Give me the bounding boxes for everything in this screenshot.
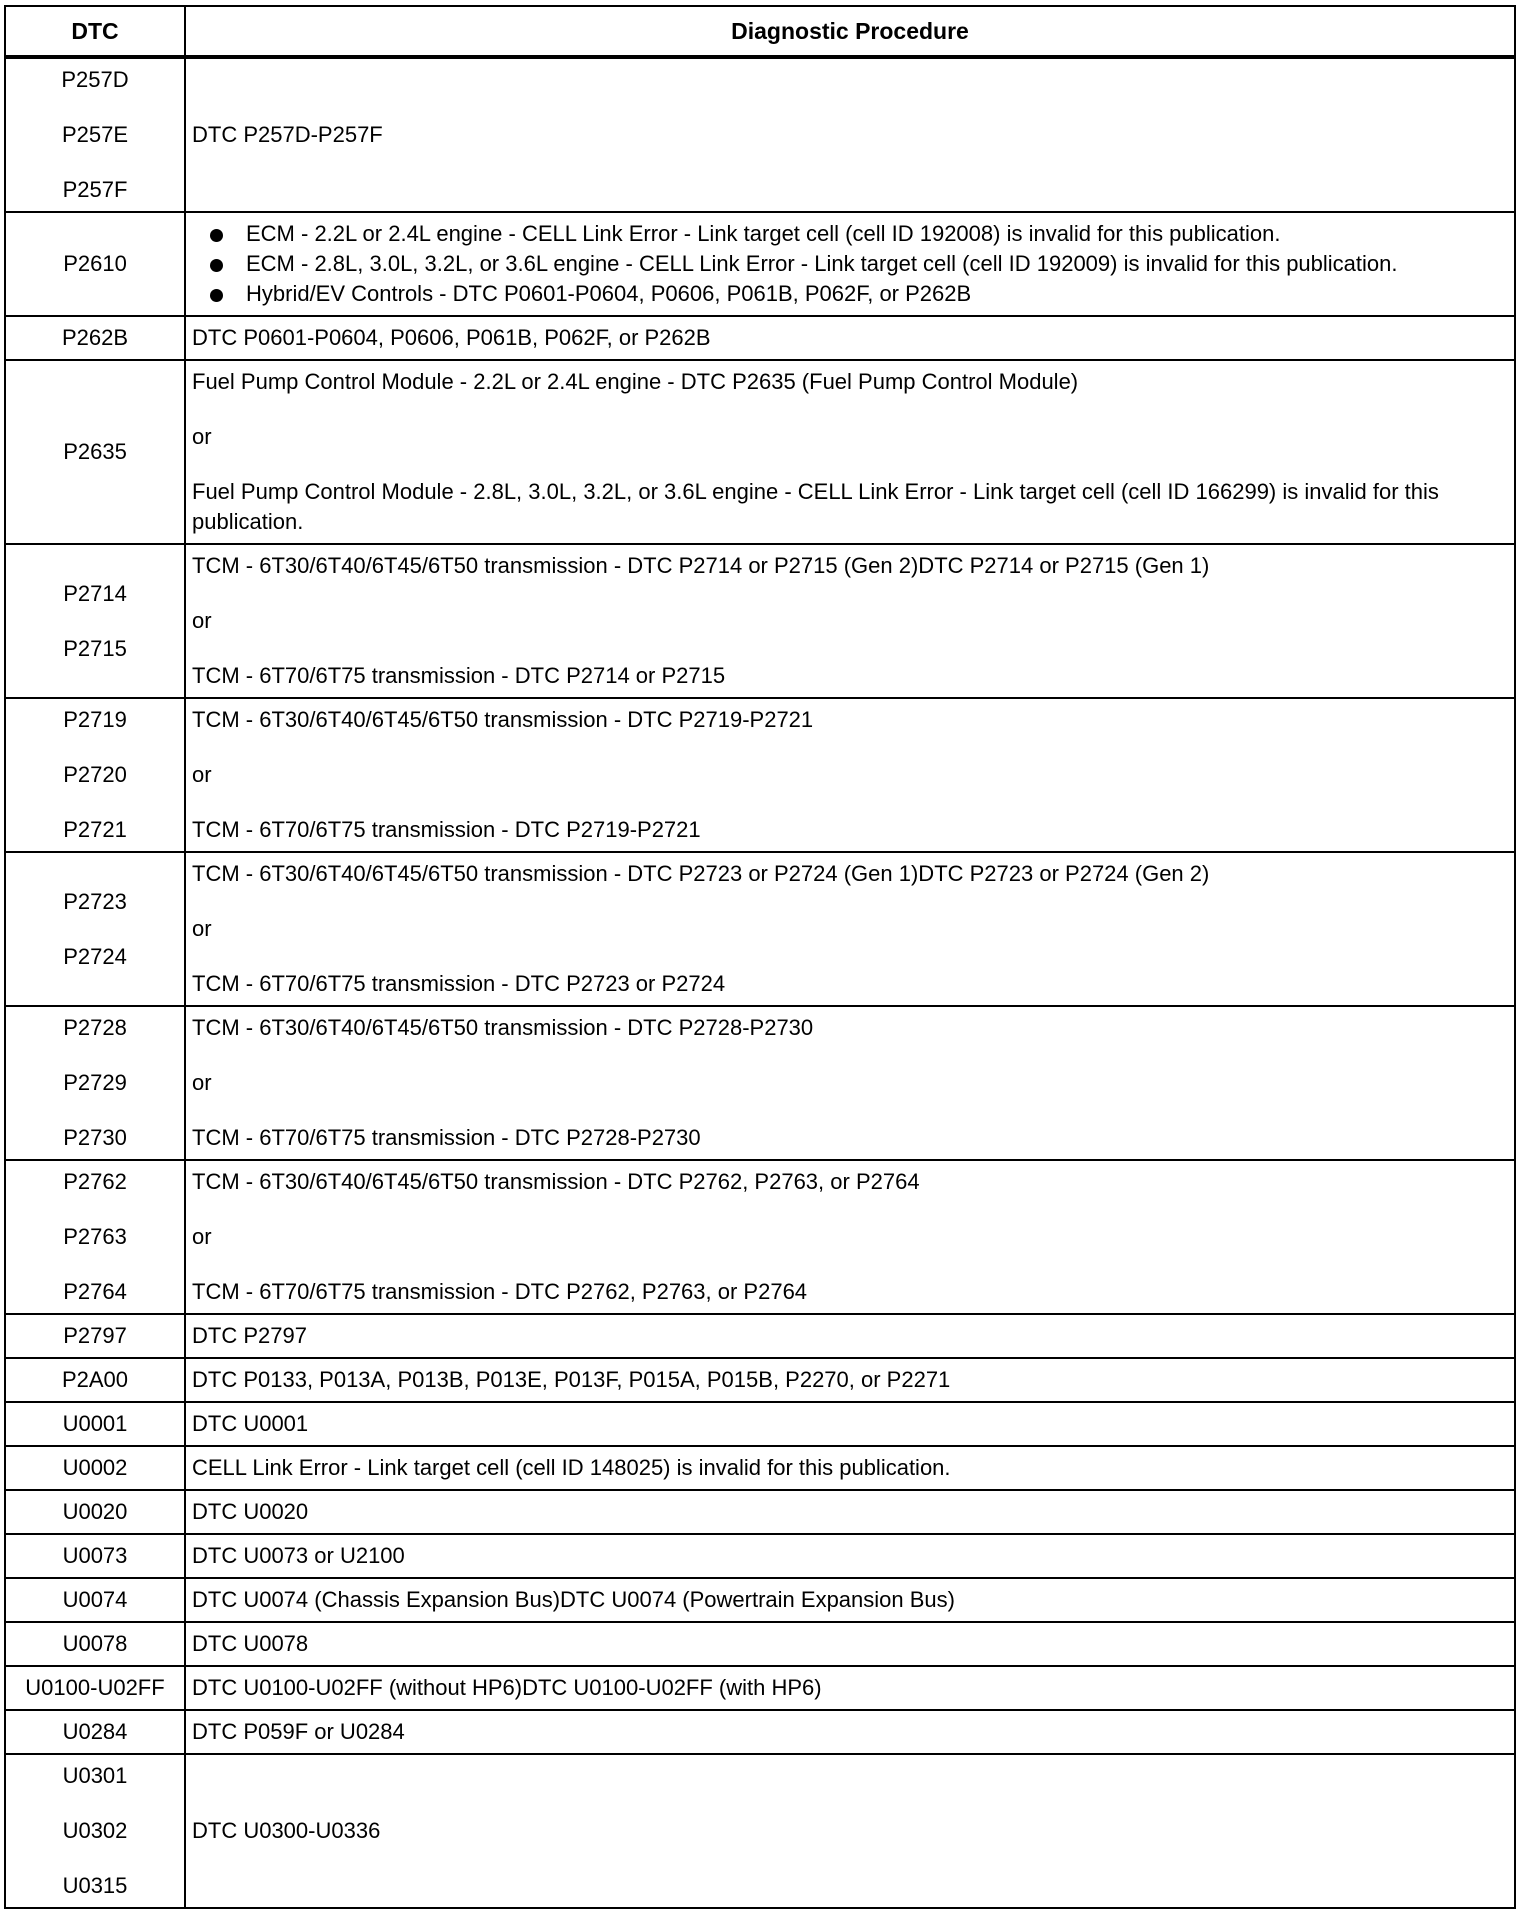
dtc-code: U0302: [62, 1818, 128, 1843]
table-row: [5, 1446, 1515, 1490]
table-row: [5, 1358, 1515, 1402]
table-row: [5, 1006, 1515, 1160]
table-row: [5, 544, 1515, 698]
dtc-code-cell: [5, 1666, 185, 1710]
dtc-code: P2719: [63, 707, 127, 732]
dtc-code: U0073: [62, 1543, 128, 1568]
dtc-code-cell: [5, 698, 185, 852]
procedure-text: TCM - 6T30/6T40/6T45/6T50 transmission - DTC P2719-P2721: [192, 707, 814, 732]
dtc-code: P2635: [63, 439, 127, 464]
table-row: [5, 1754, 1515, 1908]
header-row: [5, 6, 1515, 57]
diagnostic-procedure-cell: [185, 1446, 1515, 1490]
dtc-code: P2721: [63, 817, 127, 842]
procedure-text: TCM - 6T70/6T75 transmission - DTC P2728-P2730: [192, 1125, 701, 1150]
diagnostic-procedure-cell: [185, 1622, 1515, 1666]
dtc-code-cell: [5, 1534, 185, 1578]
dtc-code-cell: [5, 316, 185, 360]
procedure-text: DTC P059F or U0284: [192, 1719, 405, 1744]
procedure-text: DTC U0300-U0336: [192, 1818, 381, 1843]
procedure-text: DTC P0133, P013A, P013B, P013E, P013F, P015A, P015B, P2270, or P2271: [192, 1367, 951, 1392]
procedure-text: TCM - 6T30/6T40/6T45/6T50 transmission - DTC P2728-P2730: [192, 1015, 814, 1040]
dtc-code-cell: [5, 1578, 185, 1622]
procedure-text: DTC U0078: [192, 1631, 309, 1656]
table-row: [5, 1314, 1515, 1358]
dtc-code: U0002: [62, 1455, 128, 1480]
dtc-code-cell: [5, 1710, 185, 1754]
dtc-code-cell: [5, 1402, 185, 1446]
dtc-code: P2729: [63, 1070, 127, 1095]
dtc-code: P2763: [63, 1224, 127, 1249]
dtc-code-cell: [5, 852, 185, 1006]
procedure-text: or: [192, 608, 212, 633]
table-row: [5, 1710, 1515, 1754]
procedure-text: Fuel Pump Control Module - 2.8L, 3.0L, 3.2L, or 3.6L engine - CELL Link Error - Link target cell (cell ID 166299) is invalid for this publication.: [192, 479, 1439, 534]
dtc-code-cell: [5, 1006, 185, 1160]
procedure-text: or: [192, 762, 212, 787]
procedure-text: DTC P2797: [192, 1323, 307, 1348]
dtc-code: P2728: [63, 1015, 127, 1040]
diagnostic-procedure-cell: [185, 852, 1515, 1006]
procedure-text: TCM - 6T30/6T40/6T45/6T50 transmission - DTC P2762, P2763, or P2764: [192, 1169, 920, 1194]
procedure-text: DTC U0073 or U2100: [192, 1543, 405, 1568]
dtc-code: U0078: [62, 1631, 128, 1656]
dtc-code: U0074: [62, 1587, 128, 1612]
table-row: [5, 1490, 1515, 1534]
diagnostic-procedure-cell: [185, 1358, 1515, 1402]
dtc-code: P257F: [62, 177, 128, 202]
dtc-code-cell: [5, 1622, 185, 1666]
table-header: [5, 6, 1515, 57]
diagnostic-procedure-cell: [185, 1490, 1515, 1534]
diagnostic-procedure-cell: [185, 212, 1515, 316]
table-row: [5, 360, 1515, 544]
dtc-code: P2720: [63, 762, 127, 787]
table-row: [5, 1578, 1515, 1622]
procedure-text: TCM - 6T70/6T75 transmission - DTC P2762, P2763, or P2764: [192, 1279, 808, 1304]
table-row: [5, 852, 1515, 1006]
diagnostic-procedure-cell: [185, 1314, 1515, 1358]
dtc-code: U0315: [62, 1873, 128, 1898]
procedure-bullet-item: ECM - 2.2L or 2.4L engine - CELL Link Error - Link target cell (cell ID 192008) is invalid for this publication.: [210, 219, 1508, 249]
diagnostic-procedure-cell: [185, 1160, 1515, 1314]
dtc-code: P2610: [63, 251, 127, 276]
diagnostic-procedure-cell: [185, 1710, 1515, 1754]
dtc-code-cell: [5, 360, 185, 544]
header-dtc: DTC: [5, 6, 185, 57]
diagnostic-procedure-cell: [185, 1006, 1515, 1160]
table-row: [5, 1160, 1515, 1314]
procedure-text: Fuel Pump Control Module - 2.2L or 2.4L engine - DTC P2635 (Fuel Pump Control Module): [192, 369, 1079, 394]
table-row: [5, 1402, 1515, 1446]
procedure-text: DTC P0601-P0604, P0606, P061B, P062F, or P262B: [192, 325, 711, 350]
dtc-code: P2724: [63, 943, 127, 969]
diagnostic-procedure-cell: [185, 57, 1515, 212]
dtc-code: P257D: [61, 67, 129, 92]
dtc-code: P2764: [63, 1279, 127, 1304]
dtc-code: U0001: [62, 1411, 128, 1436]
table-row: [5, 698, 1515, 852]
procedure-text: or: [192, 424, 212, 449]
dtc-code: P2797: [63, 1323, 127, 1348]
dtc-code: P2730: [63, 1125, 127, 1150]
dtc-code: P2A00: [61, 1367, 129, 1392]
dtc-code-cell: [5, 1490, 185, 1534]
procedure-text: DTC U0100-U02FF (without HP6)DTC U0100-U02FF (with HP6): [192, 1675, 822, 1700]
table-row: [5, 57, 1515, 212]
table-row: [5, 316, 1515, 360]
diagnostic-procedure-cell: [185, 698, 1515, 852]
procedure-text: TCM - 6T70/6T75 transmission - DTC P2719-P2721: [192, 817, 701, 842]
dtc-code: P2723: [63, 888, 127, 914]
diagnostic-procedure-cell: [185, 1666, 1515, 1710]
dtc-code-cell: [5, 1446, 185, 1490]
diagnostic-procedure-cell: [185, 360, 1515, 544]
dtc-code-cell: [5, 1314, 185, 1358]
dtc-code: U0100-U02FF: [25, 1675, 165, 1700]
procedure-text: TCM - 6T30/6T40/6T45/6T50 transmission - DTC P2714 or P2715 (Gen 2)DTC P2714 or P2715 (Gen 1): [192, 553, 1210, 578]
dtc-code-cell: [5, 212, 185, 316]
procedure-text: DTC U0001: [192, 1411, 309, 1436]
procedure-bullet-item: ECM - 2.8L, 3.0L, 3.2L, or 3.6L engine - CELL Link Error - Link target cell (cell ID 192009) is invalid for this publication.: [210, 249, 1508, 279]
dtc-code: U0301: [62, 1763, 128, 1788]
procedure-text: TCM - 6T70/6T75 transmission - DTC P2714 or P2715: [192, 663, 726, 688]
dtc-code-cell: [5, 57, 185, 212]
diagnostic-procedure-cell: [185, 1754, 1515, 1908]
procedure-bullet-item: Hybrid/EV Controls - DTC P0601-P0604, P0606, P061B, P062F, or P262B: [210, 279, 1508, 309]
dtc-table: [4, 5, 1516, 1909]
header-diagnostic-procedure: Diagnostic Procedure: [185, 6, 1515, 57]
diagnostic-procedure-cell: [185, 544, 1515, 698]
diagnostic-procedure-cell: [185, 1578, 1515, 1622]
dtc-code-cell: [5, 1358, 185, 1402]
dtc-code: P257E: [61, 122, 129, 147]
procedure-text: or: [192, 916, 212, 941]
table-row: [5, 212, 1515, 316]
table-body: [5, 57, 1515, 1908]
diagnostic-procedure-cell: [185, 1534, 1515, 1578]
dtc-code-cell: [5, 1754, 185, 1908]
dtc-code-cell: [5, 1160, 185, 1314]
procedure-text: DTC U0074 (Chassis Expansion Bus)DTC U0074 (Powertrain Expansion Bus): [192, 1587, 955, 1612]
table-row: [5, 1666, 1515, 1710]
procedure-text: TCM - 6T70/6T75 transmission - DTC P2723 or P2724: [192, 971, 726, 996]
procedure-text: CELL Link Error - Link target cell (cell ID 148025) is invalid for this publication.: [192, 1455, 951, 1480]
table-row: [5, 1534, 1515, 1578]
dtc-code: U0284: [62, 1719, 128, 1744]
diagnostic-procedure-cell: [185, 316, 1515, 360]
procedure-text: DTC U0020: [192, 1499, 309, 1524]
procedure-bullet-list: [192, 219, 1508, 309]
dtc-code: P2762: [63, 1169, 127, 1194]
dtc-code-cell: [5, 544, 185, 698]
procedure-text: DTC P257D-P257F: [192, 122, 383, 147]
dtc-code: P262B: [61, 325, 129, 350]
procedure-text: TCM - 6T30/6T40/6T45/6T50 transmission - DTC P2723 or P2724 (Gen 1)DTC P2723 or P2724 (Gen 2): [192, 861, 1210, 886]
dtc-code: P2714: [63, 580, 127, 606]
procedure-text: or: [192, 1070, 212, 1095]
dtc-code: P2715: [63, 635, 127, 661]
procedure-text: or: [192, 1224, 212, 1249]
dtc-code: U0020: [62, 1499, 128, 1524]
table-row: [5, 1622, 1515, 1666]
diagnostic-procedure-cell: [185, 1402, 1515, 1446]
